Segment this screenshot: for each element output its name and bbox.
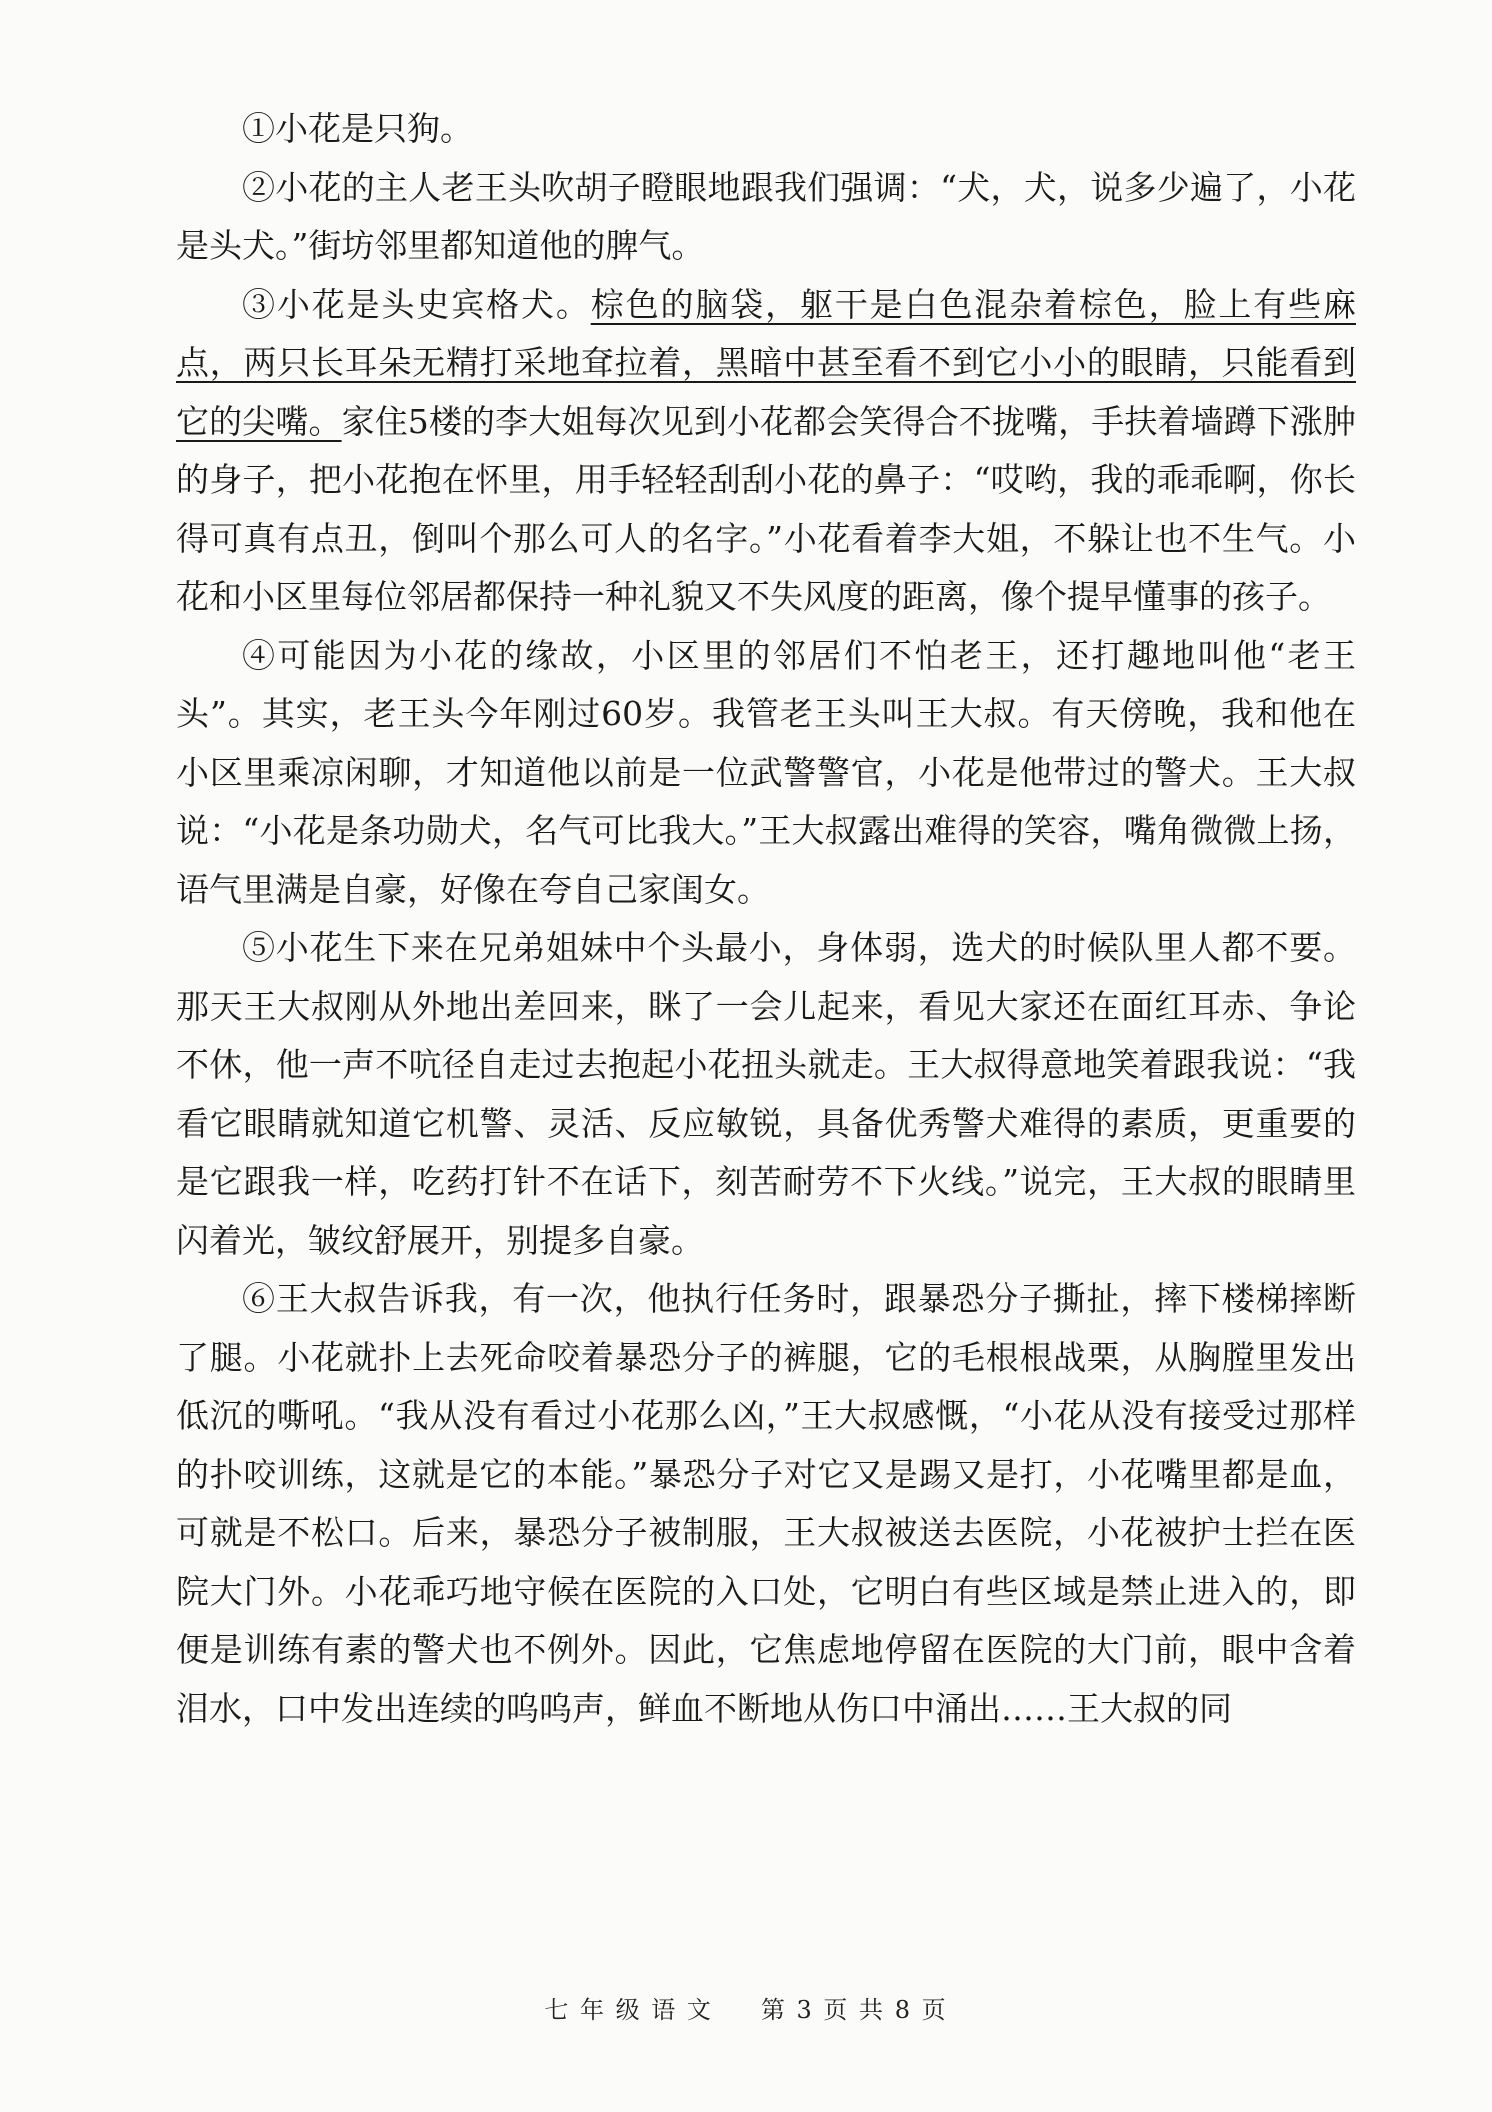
- reading-passage: [176, 100, 1356, 1738]
- footer-page-number: 第 3 页 共 8 页: [760, 1996, 948, 2024]
- paragraph-2: ②小花的主人老王头吹胡子瞪眼地跟我们强调：“犬，犬，说多少遍了，小花是头犬。”街坊邻里都知道他的脾气。: [176, 167, 1356, 265]
- paragraph-3-rest: 家住5楼的李大姐每次见到小花都会笑得合不拢嘴，手扶着墙蹲下涨肿的身子，把小花抱在怀里，用手轻轻刮刮小花的鼻子：“哎哟，我的乖乖啊，你长得可真有点丑，倒叫个那么可人的名字。”小花看着李大姐，不躲让也不生气。小花和小区里每位邻居都保持一种礼貌又不失风度的距离，像个提早懂事的孩子。: [176, 401, 1357, 616]
- paragraph-3-lead: ③小花是头史宾格犬。: [242, 284, 591, 324]
- paragraph-3: [176, 276, 1356, 627]
- paragraph-6: ⑥王大叔告诉我，有一次，他执行任务时，跟暴恐分子撕扯，摔下楼梯摔断了腿。小花就扑上去死命咬着暴恐分子的裤腿，它的毛根根战栗，从胸膛里发出低沉的嘶吼。“我从没有看过小花那么凶，”王大叔感慨，“小花从没有接受过那样的扑咬训练，这就是它的本能。”暴恐分子对它又是踢又是打，小花嘴里都是血，可就是不松口。后来，暴恐分子被制服，王大叔被送去医院，小花被护士拦在医院大门外。小花乖巧地守候在医院的入口处，它明白有些区域是禁止进入的，即便是训练有素的警犬也不例外。因此，它焦虑地停留在医院的大门前，眼中含着泪水，口中发出连续的呜呜声，鲜血不断地从伤口中涌出……王大叔的同: [176, 1279, 1356, 1728]
- underlined-sentence: 棕色的脑袋，躯干是白色混杂着棕色，脸上有些麻点，两只长耳朵无精打采地耷拉着，黑暗中甚至看不到它小小的眼睛，只能看到它的尖嘴。: [176, 284, 1357, 441]
- paragraph-4: ④可能因为小花的缘故，小区里的邻居们不怕老王，还打趣地叫他“老王头”。其实，老王头今年刚过60岁。我管老王头叫王大叔。有天傍晚，我和他在小区里乘凉闲聊，才知道他以前是一位武警警官，小花是他带过的警犬。王大叔说：“小花是条功勋犬，名气可比我大。”王大叔露出难得的笑容，嘴角微微上扬，语气里满是自豪，好像在夸自己家闺女。: [176, 635, 1356, 909]
- paragraph-5: ⑤小花生下来在兄弟姐妹中个头最小，身体弱，选犬的时候队里人都不要。那天王大叔刚从外地出差回来，眯了一会儿起来，看见大家还在面红耳赤、争论不休，他一声不吭径自走过去抱起小花扭头就走。王大叔得意地笑着跟我说：“我看它眼睛就知道它机警、灵活、反应敏锐，具备优秀警犬难得的素质，更重要的是它跟我一样，吃药打针不在话下，刻苦耐劳不下火线。”说完，王大叔的眼睛里闪着光，皱纹舒展开，别提多自豪。: [176, 928, 1356, 1260]
- page-footer: [0, 1990, 1492, 2025]
- paragraph-1: ①小花是只狗。: [242, 109, 473, 148]
- footer-subject: 七 年 级 语 文: [544, 1996, 713, 2024]
